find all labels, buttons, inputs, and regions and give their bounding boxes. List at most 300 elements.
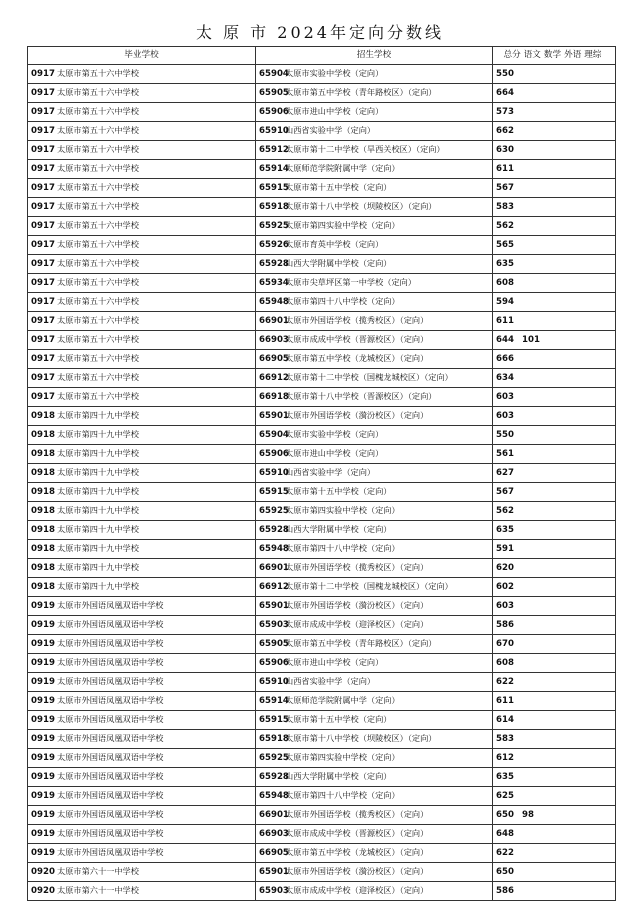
grad-school-cell xyxy=(28,103,256,122)
grad-school-cell xyxy=(28,293,256,312)
grad-school-name: 太原市外国语凤凰双语中学校 xyxy=(57,619,164,629)
total-score: 614 xyxy=(496,714,514,725)
total-score: 567 xyxy=(496,182,514,193)
score-cell xyxy=(493,236,616,255)
total-score: 664 xyxy=(496,87,514,98)
enroll-school-cell xyxy=(256,103,493,122)
score-cell xyxy=(493,882,616,901)
grad-school-code: 0918 xyxy=(31,487,55,497)
grad-school-cell xyxy=(28,692,256,711)
enroll-school-code: 66901 xyxy=(259,810,289,820)
enroll-school-name: 太原市第五中学校（青年路校区）（定向） xyxy=(285,638,437,648)
total-score: 586 xyxy=(496,619,514,630)
score-cell xyxy=(493,654,616,673)
enroll-school-name: 太原市第四十八中学校（定向） xyxy=(285,543,400,553)
enroll-school-name: 太原市实验中学校（定向） xyxy=(285,68,384,78)
grad-school-name: 太原市外国语凤凰双语中学校 xyxy=(57,733,164,743)
grad-school-name: 太原市第四十九中学校 xyxy=(57,448,139,458)
total-score: 666 xyxy=(496,353,514,364)
total-score: 562 xyxy=(496,505,514,516)
enroll-school-code: 65910 xyxy=(259,468,289,478)
enroll-school-code: 65903 xyxy=(259,886,289,896)
table-row xyxy=(28,711,616,730)
total-score: 562 xyxy=(496,220,514,231)
enroll-school-cell xyxy=(256,236,493,255)
enroll-school-name: 太原市第五中学校（龙城校区）（定向） xyxy=(285,847,429,857)
enroll-school-code: 65928 xyxy=(259,772,289,782)
grad-school-cell xyxy=(28,426,256,445)
grad-school-cell xyxy=(28,616,256,635)
grad-school-cell xyxy=(28,464,256,483)
table-row xyxy=(28,236,616,255)
table-row xyxy=(28,825,616,844)
score-cell xyxy=(493,84,616,103)
enroll-school-name: 太原市第四实验中学校（定向） xyxy=(285,752,400,762)
enroll-school-name: 山西大学附属中学校（定向） xyxy=(285,258,392,268)
grad-school-cell xyxy=(28,787,256,806)
header-grad-school: 毕业学校 xyxy=(28,47,256,65)
grad-school-name: 太原市外国语凤凰双语中学校 xyxy=(57,847,164,857)
enroll-school-name: 太原市育英中学校（定向） xyxy=(285,239,384,249)
score-cell xyxy=(493,331,616,350)
grad-school-name: 太原市外国语凤凰双语中学校 xyxy=(57,771,164,781)
enroll-school-cell xyxy=(256,312,493,331)
grad-school-cell xyxy=(28,217,256,236)
table-row xyxy=(28,521,616,540)
total-score: 565 xyxy=(496,239,514,250)
total-score: 594 xyxy=(496,296,514,307)
score-cell xyxy=(493,844,616,863)
grad-school-name: 太原市第四十九中学校 xyxy=(57,486,139,496)
score-cell xyxy=(493,559,616,578)
grad-school-cell xyxy=(28,806,256,825)
table-row xyxy=(28,464,616,483)
enroll-school-name: 太原市第四实验中学校（定向） xyxy=(285,220,400,230)
grad-school-name: 太原市外国语凤凰双语中学校 xyxy=(57,752,164,762)
score-cell xyxy=(493,293,616,312)
enroll-school-cell xyxy=(256,730,493,749)
enroll-school-cell xyxy=(256,350,493,369)
score-cell xyxy=(493,502,616,521)
grad-school-cell xyxy=(28,559,256,578)
score-cell xyxy=(493,464,616,483)
enroll-school-code: 65910 xyxy=(259,126,289,136)
grad-school-name: 太原市第五十六中学校 xyxy=(57,106,139,116)
grad-school-code: 0919 xyxy=(31,810,55,820)
grad-school-name: 太原市第五十六中学校 xyxy=(57,334,139,344)
enroll-school-code: 65948 xyxy=(259,544,289,554)
grad-school-code: 0919 xyxy=(31,772,55,782)
grad-school-cell xyxy=(28,198,256,217)
score-cell xyxy=(493,255,616,274)
total-score: 627 xyxy=(496,467,514,478)
table-row xyxy=(28,122,616,141)
score-cell xyxy=(493,540,616,559)
grad-school-cell xyxy=(28,65,256,84)
enroll-school-cell xyxy=(256,863,493,882)
enroll-school-cell xyxy=(256,464,493,483)
total-score: 561 xyxy=(496,448,514,459)
score-cell xyxy=(493,65,616,84)
enroll-school-name: 太原市第十五中学校（定向） xyxy=(285,182,392,192)
grad-school-cell xyxy=(28,350,256,369)
grad-school-code: 0918 xyxy=(31,506,55,516)
enroll-school-cell xyxy=(256,540,493,559)
enroll-school-cell xyxy=(256,274,493,293)
enroll-school-code: 65914 xyxy=(259,164,289,174)
grad-school-name: 太原市外国语凤凰双语中学校 xyxy=(57,676,164,686)
enroll-school-code: 65915 xyxy=(259,183,289,193)
enroll-school-cell xyxy=(256,483,493,502)
grad-school-name: 太原市外国语凤凰双语中学校 xyxy=(57,790,164,800)
table-row xyxy=(28,293,616,312)
score-cell xyxy=(493,217,616,236)
grad-school-name: 太原市第四十九中学校 xyxy=(57,467,139,477)
grad-school-cell xyxy=(28,179,256,198)
grad-school-name: 太原市第五十六中学校 xyxy=(57,353,139,363)
score-cell xyxy=(493,407,616,426)
enroll-school-code: 65905 xyxy=(259,639,289,649)
table-row xyxy=(28,578,616,597)
enroll-school-cell xyxy=(256,768,493,787)
table-row xyxy=(28,331,616,350)
grad-school-code: 0918 xyxy=(31,411,55,421)
total-score: 586 xyxy=(496,885,514,896)
enroll-school-name: 太原市第十八中学校（坝陵校区）（定向） xyxy=(285,201,437,211)
enroll-school-code: 65925 xyxy=(259,753,289,763)
score-cell xyxy=(493,350,616,369)
enroll-school-name: 太原市第四十八中学校（定向） xyxy=(285,296,400,306)
grad-school-cell xyxy=(28,711,256,730)
enroll-school-cell xyxy=(256,521,493,540)
total-score: 635 xyxy=(496,771,514,782)
grad-school-name: 太原市第四十九中学校 xyxy=(57,581,139,591)
grad-school-code: 0919 xyxy=(31,677,55,687)
enroll-school-cell xyxy=(256,882,493,901)
enroll-school-name: 太原市尖草坪区第一中学校（定向） xyxy=(285,277,417,287)
grad-school-name: 太原市第五十六中学校 xyxy=(57,125,139,135)
score-cell xyxy=(493,597,616,616)
enroll-school-name: 太原市外国语学校（漪汾校区）（定向） xyxy=(285,410,429,420)
total-score: 591 xyxy=(496,543,514,554)
enroll-school-code: 66905 xyxy=(259,848,289,858)
grad-school-cell xyxy=(28,597,256,616)
score-cell xyxy=(493,179,616,198)
table-row xyxy=(28,654,616,673)
grad-school-cell xyxy=(28,635,256,654)
enroll-school-name: 太原市第五中学校（龙城校区）（定向） xyxy=(285,353,429,363)
grad-school-code: 0919 xyxy=(31,696,55,706)
table-row xyxy=(28,597,616,616)
table-row xyxy=(28,806,616,825)
enroll-school-name: 太原市进山中学校（定向） xyxy=(285,448,384,458)
enroll-school-name: 太原市第十二中学校（国槐龙城校区）（定向） xyxy=(285,372,453,382)
total-score: 608 xyxy=(496,657,514,668)
grad-school-cell xyxy=(28,730,256,749)
grad-school-name: 太原市外国语凤凰双语中学校 xyxy=(57,695,164,705)
score-cell xyxy=(493,483,616,502)
total-score: 602 xyxy=(496,581,514,592)
enroll-school-name: 山西大学附属中学校（定向） xyxy=(285,524,392,534)
enroll-school-code: 65928 xyxy=(259,525,289,535)
enroll-school-cell xyxy=(256,654,493,673)
enroll-school-name: 太原市第四实验中学校（定向） xyxy=(285,505,400,515)
grad-school-code: 0917 xyxy=(31,354,55,364)
score-cell xyxy=(493,198,616,217)
grad-school-cell xyxy=(28,654,256,673)
grad-school-code: 0919 xyxy=(31,753,55,763)
total-score: 670 xyxy=(496,638,514,649)
total-score: 583 xyxy=(496,201,514,212)
grad-school-name: 太原市第六十一中学校 xyxy=(57,866,139,876)
enroll-school-cell xyxy=(256,407,493,426)
table-row xyxy=(28,635,616,654)
grad-school-cell xyxy=(28,236,256,255)
grad-school-code: 0917 xyxy=(31,145,55,155)
enroll-school-name: 太原师范学院附属中学（定向） xyxy=(285,695,400,705)
table-row xyxy=(28,350,616,369)
table-row xyxy=(28,787,616,806)
table-row xyxy=(28,692,616,711)
table-row xyxy=(28,179,616,198)
grad-school-code: 0919 xyxy=(31,658,55,668)
table-row xyxy=(28,255,616,274)
grad-school-name: 太原市第五十六中学校 xyxy=(57,315,139,325)
score-cell xyxy=(493,312,616,331)
score-cell xyxy=(493,616,616,635)
total-score: 650 xyxy=(496,866,514,877)
total-score: 650 xyxy=(496,809,514,820)
enroll-school-cell xyxy=(256,331,493,350)
grad-school-cell xyxy=(28,825,256,844)
table-header-row xyxy=(28,47,616,65)
table-row xyxy=(28,882,616,901)
table-row xyxy=(28,407,616,426)
grad-school-cell xyxy=(28,749,256,768)
grad-school-code: 0919 xyxy=(31,620,55,630)
enroll-school-cell xyxy=(256,426,493,445)
enroll-school-cell xyxy=(256,787,493,806)
enroll-school-cell xyxy=(256,578,493,597)
grad-school-name: 太原市外国语凤凰双语中学校 xyxy=(57,638,164,648)
enroll-school-code: 66901 xyxy=(259,563,289,573)
grad-school-cell xyxy=(28,407,256,426)
grad-school-code: 0917 xyxy=(31,392,55,402)
enroll-school-cell xyxy=(256,122,493,141)
enroll-school-code: 65948 xyxy=(259,297,289,307)
enroll-school-cell xyxy=(256,179,493,198)
grad-school-name: 太原市第五十六中学校 xyxy=(57,163,139,173)
enroll-school-name: 太原市外国语学校（漪汾校区）（定向） xyxy=(285,600,429,610)
table-row xyxy=(28,388,616,407)
enroll-school-cell xyxy=(256,673,493,692)
grad-school-code: 0918 xyxy=(31,430,55,440)
grad-school-name: 太原市第五十六中学校 xyxy=(57,144,139,154)
total-score: 635 xyxy=(496,258,514,269)
enroll-school-cell xyxy=(256,255,493,274)
grad-school-name: 太原市第五十六中学校 xyxy=(57,87,139,97)
enroll-school-cell xyxy=(256,217,493,236)
grad-school-code: 0918 xyxy=(31,582,55,592)
grad-school-code: 0917 xyxy=(31,126,55,136)
table-row xyxy=(28,65,616,84)
enroll-school-cell xyxy=(256,711,493,730)
enroll-school-name: 太原师范学院附属中学（定向） xyxy=(285,163,400,173)
chinese-score: 101 xyxy=(522,334,540,345)
grad-school-name: 太原市第四十九中学校 xyxy=(57,505,139,515)
enroll-school-cell xyxy=(256,616,493,635)
grad-school-code: 0917 xyxy=(31,107,55,117)
grad-school-name: 太原市第四十九中学校 xyxy=(57,429,139,439)
score-cell xyxy=(493,141,616,160)
grad-school-cell xyxy=(28,673,256,692)
table-row xyxy=(28,768,616,787)
table-row xyxy=(28,84,616,103)
enroll-school-name: 太原市外国语学校（揽秀校区）（定向） xyxy=(285,315,429,325)
enroll-school-cell xyxy=(256,65,493,84)
grad-school-code: 0917 xyxy=(31,335,55,345)
grad-school-code: 0917 xyxy=(31,183,55,193)
total-score: 634 xyxy=(496,372,514,383)
grad-school-name: 太原市外国语凤凰双语中学校 xyxy=(57,809,164,819)
enroll-school-code: 66905 xyxy=(259,354,289,364)
enroll-school-cell xyxy=(256,369,493,388)
table-row xyxy=(28,863,616,882)
grad-school-name: 太原市第五十六中学校 xyxy=(57,372,139,382)
grad-school-code: 0919 xyxy=(31,601,55,611)
grad-school-code: 0918 xyxy=(31,544,55,554)
grad-school-code: 0919 xyxy=(31,715,55,725)
total-score: 662 xyxy=(496,125,514,136)
enroll-school-code: 65914 xyxy=(259,696,289,706)
score-cell xyxy=(493,863,616,882)
enroll-school-name: 太原市外国语学校（揽秀校区）（定向） xyxy=(285,809,429,819)
grad-school-cell xyxy=(28,578,256,597)
grad-school-name: 太原市外国语凤凰双语中学校 xyxy=(57,600,164,610)
total-score: 573 xyxy=(496,106,514,117)
score-cell xyxy=(493,388,616,407)
grad-school-code: 0917 xyxy=(31,259,55,269)
grad-school-cell xyxy=(28,882,256,901)
score-cell xyxy=(493,445,616,464)
total-score: 625 xyxy=(496,790,514,801)
total-score: 630 xyxy=(496,144,514,155)
total-score: 622 xyxy=(496,676,514,687)
total-score: 608 xyxy=(496,277,514,288)
score-cell xyxy=(493,673,616,692)
enroll-school-code: 65915 xyxy=(259,715,289,725)
enroll-school-name: 太原市实验中学校（定向） xyxy=(285,429,384,439)
enroll-school-cell xyxy=(256,635,493,654)
table-row xyxy=(28,559,616,578)
enroll-school-name: 太原市第十二中学校（旱西关校区）（定向） xyxy=(285,144,445,154)
enroll-school-cell xyxy=(256,502,493,521)
score-cell xyxy=(493,768,616,787)
score-cell xyxy=(493,749,616,768)
enroll-school-cell xyxy=(256,160,493,179)
grad-school-cell xyxy=(28,483,256,502)
enroll-school-cell xyxy=(256,293,493,312)
enroll-school-code: 65905 xyxy=(259,88,289,98)
header-enroll-school: 招生学校 xyxy=(256,47,493,65)
enroll-school-code: 65925 xyxy=(259,221,289,231)
enroll-school-name: 太原市成成中学校（晋源校区）（定向） xyxy=(285,828,429,838)
score-cell xyxy=(493,122,616,141)
enroll-school-name: 太原市第十二中学校（国槐龙城校区）（定向） xyxy=(285,581,453,591)
header-foreign: 外语 xyxy=(564,50,582,60)
header-scores xyxy=(493,47,616,65)
grad-school-name: 太原市第四十九中学校 xyxy=(57,543,139,553)
grad-school-code: 0917 xyxy=(31,373,55,383)
table-row xyxy=(28,616,616,635)
grad-school-code: 0920 xyxy=(31,886,55,896)
grad-school-name: 太原市第五十六中学校 xyxy=(57,68,139,78)
table-row xyxy=(28,749,616,768)
enroll-school-code: 65901 xyxy=(259,867,289,877)
table-row xyxy=(28,673,616,692)
enroll-school-cell xyxy=(256,806,493,825)
enroll-school-cell xyxy=(256,749,493,768)
grad-school-cell xyxy=(28,863,256,882)
total-score: 611 xyxy=(496,315,514,326)
score-cell xyxy=(493,730,616,749)
grad-school-code: 0919 xyxy=(31,734,55,744)
table-row xyxy=(28,312,616,331)
score-cell xyxy=(493,806,616,825)
score-cell xyxy=(493,825,616,844)
enroll-school-code: 66912 xyxy=(259,582,289,592)
grad-school-code: 0917 xyxy=(31,88,55,98)
total-score: 611 xyxy=(496,163,514,174)
total-score: 635 xyxy=(496,524,514,535)
grad-school-name: 太原市第五十六中学校 xyxy=(57,201,139,211)
grad-school-code: 0917 xyxy=(31,202,55,212)
table-row xyxy=(28,274,616,293)
grad-school-code: 0917 xyxy=(31,316,55,326)
grad-school-name: 太原市外国语凤凰双语中学校 xyxy=(57,657,164,667)
enroll-school-name: 太原市第十五中学校（定向） xyxy=(285,486,392,496)
grad-school-name: 太原市外国语凤凰双语中学校 xyxy=(57,714,164,724)
grad-school-cell xyxy=(28,540,256,559)
enroll-school-name: 太原市外国语学校（揽秀校区）（定向） xyxy=(285,562,429,572)
enroll-school-name: 山西省实验中学（定向） xyxy=(285,676,376,686)
grad-school-name: 太原市第五十六中学校 xyxy=(57,182,139,192)
enroll-school-name: 山西省实验中学（定向） xyxy=(285,467,376,477)
score-cell xyxy=(493,521,616,540)
enroll-school-code: 65926 xyxy=(259,240,289,250)
enroll-school-code: 65906 xyxy=(259,658,289,668)
grad-school-cell xyxy=(28,502,256,521)
grad-school-cell xyxy=(28,84,256,103)
table-row xyxy=(28,844,616,863)
enroll-school-code: 66918 xyxy=(259,392,289,402)
grad-school-code: 0919 xyxy=(31,848,55,858)
grad-school-name: 太原市第五十六中学校 xyxy=(57,391,139,401)
grad-school-name: 太原市第四十九中学校 xyxy=(57,524,139,534)
enroll-school-cell xyxy=(256,198,493,217)
enroll-school-code: 65904 xyxy=(259,430,289,440)
enroll-school-cell xyxy=(256,559,493,578)
total-score: 622 xyxy=(496,847,514,858)
enroll-school-code: 65918 xyxy=(259,202,289,212)
table-row xyxy=(28,426,616,445)
grad-school-cell xyxy=(28,122,256,141)
score-cell xyxy=(493,635,616,654)
header-total: 总分 xyxy=(503,50,521,60)
enroll-school-name: 太原市进山中学校（定向） xyxy=(285,657,384,667)
enroll-school-name: 太原市第十八中学校（坝陵校区）（定向） xyxy=(285,733,437,743)
grad-school-name: 太原市第五十六中学校 xyxy=(57,258,139,268)
